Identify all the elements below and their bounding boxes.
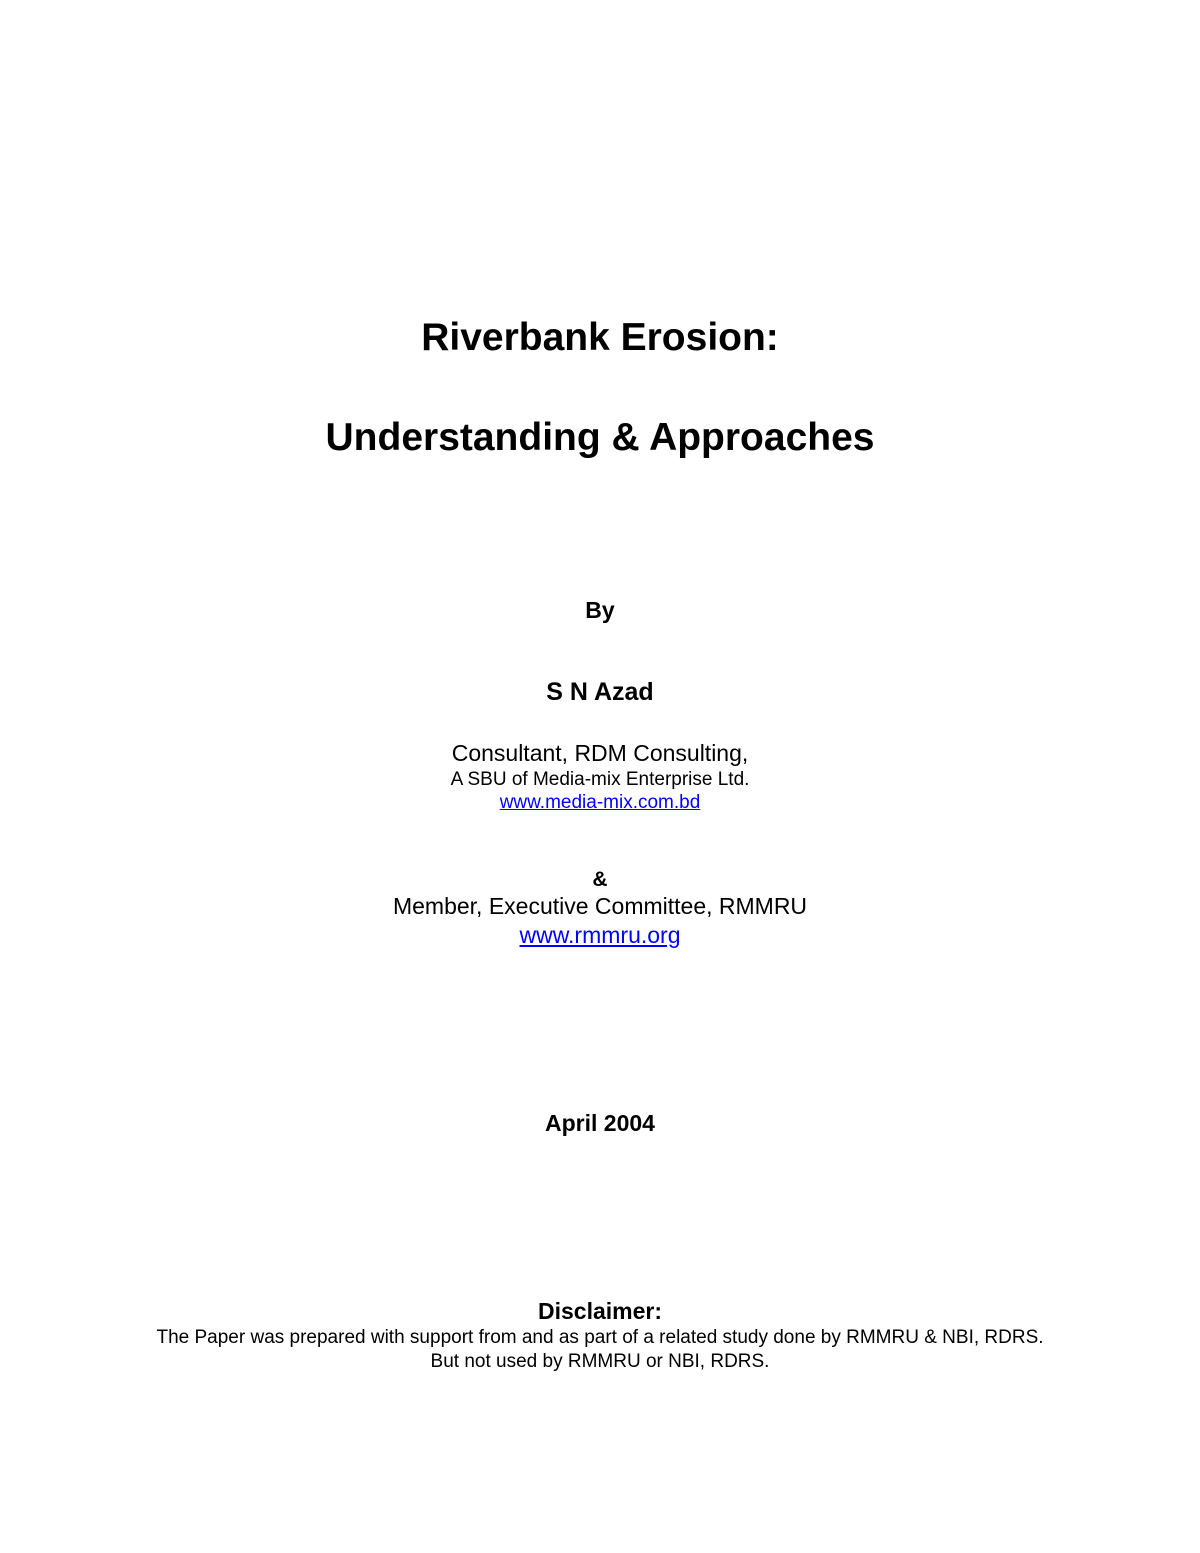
rmmru-link[interactable]: www.rmmru.org (519, 922, 681, 948)
disclaimer-line-2: But not used by RMMRU or NBI, RDRS. (430, 1351, 770, 1372)
publication-date: April 2004 (545, 1110, 655, 1136)
media-mix-link[interactable]: www.media-mix.com.bd (499, 792, 701, 813)
disclaimer-heading: Disclaimer: (537, 1298, 662, 1324)
affiliation-2-link-line (0, 922, 1200, 949)
byline: By (585, 597, 615, 623)
title-line-2: Understanding & Approaches (325, 416, 875, 459)
affiliation-2-role: Member, Executive Committee, RMMRU (392, 893, 808, 919)
disclaimer-line-1: The Paper was prepared with support from and as part of a related study done by RMMRU & NBI, RDRS. (156, 1327, 1044, 1348)
affiliation-1-org: A SBU of Media-mix Enterprise Ltd. (450, 769, 750, 790)
author-name: S N Azad (546, 678, 654, 706)
title-line-1: Riverbank Erosion: (421, 316, 779, 359)
ampersand-separator: & (592, 868, 608, 891)
affiliation-1-role: Consultant, RDM Consulting, (451, 740, 749, 766)
affiliation-1-link-line (0, 792, 1200, 814)
